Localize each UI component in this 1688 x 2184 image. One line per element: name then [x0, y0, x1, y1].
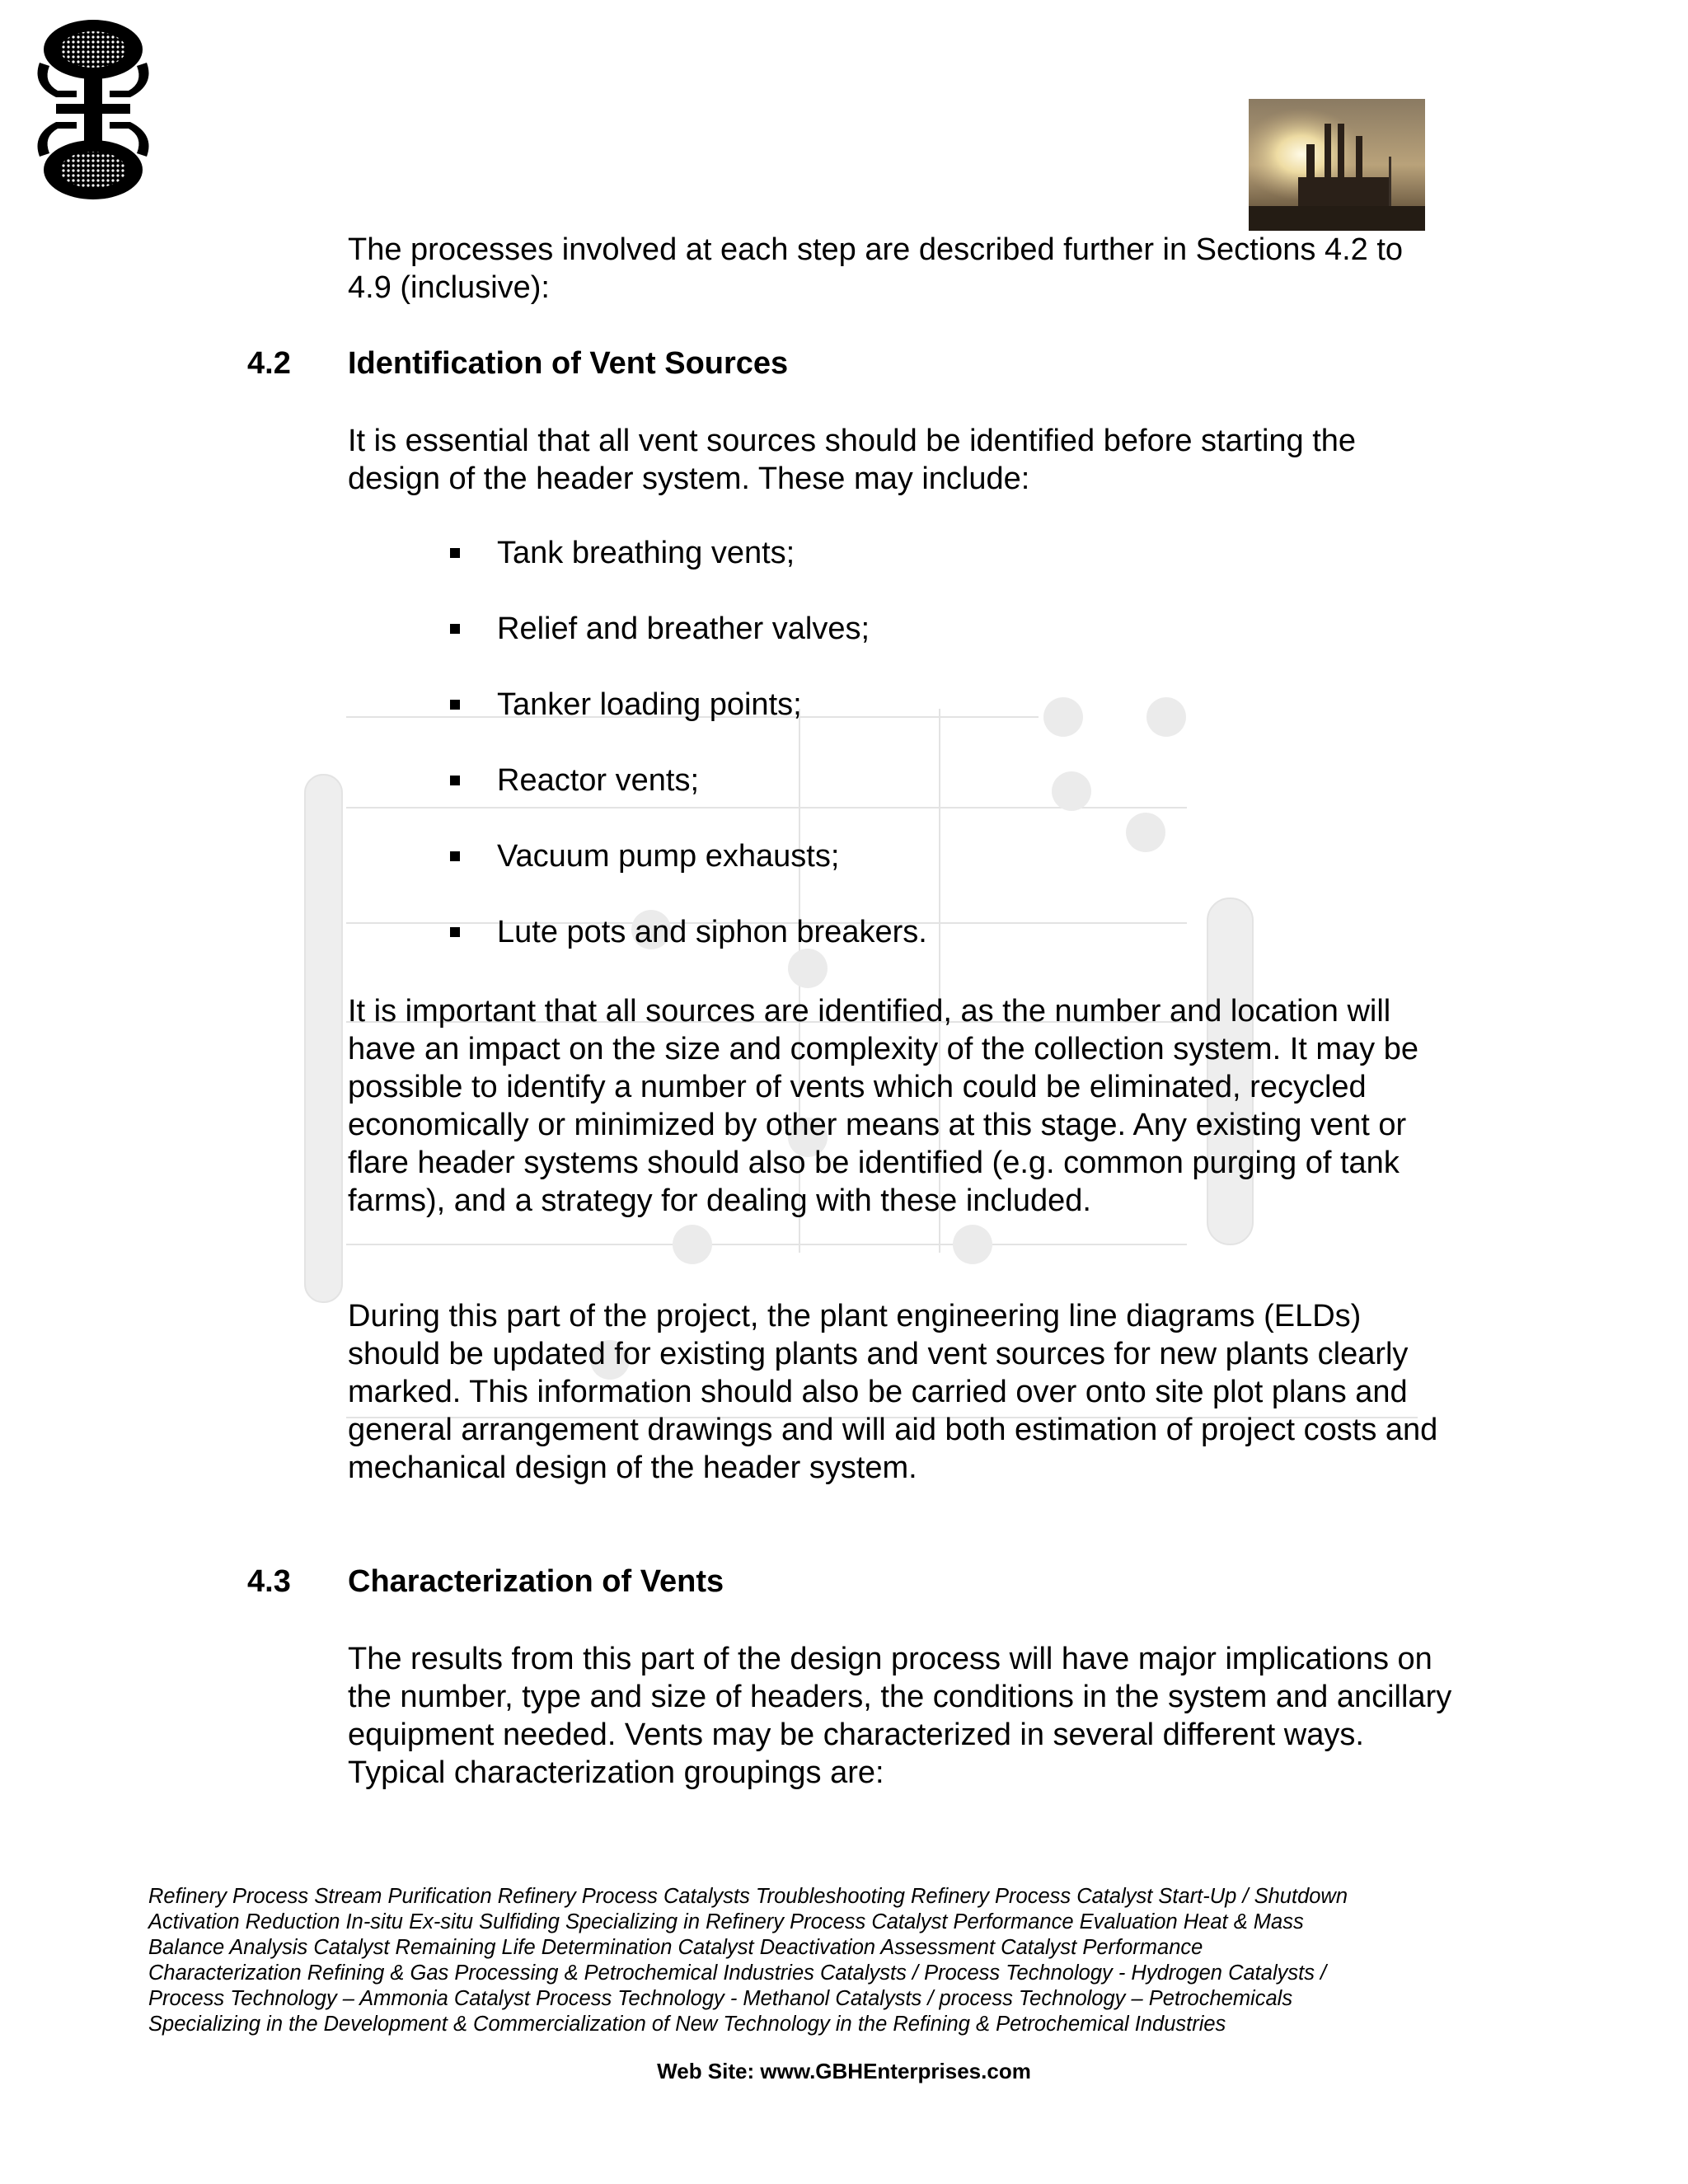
section-4-3-title: Characterization of Vents [348, 1564, 724, 1599]
refinery-photo [1249, 99, 1425, 231]
footer-line: Specializing in the Development & Commercialization of New Technology in the Refining & Petrochemical Industries [148, 2013, 1226, 2036]
list-item: Tanker loading points; [497, 687, 802, 722]
bullet-icon [450, 927, 460, 937]
footer-line: Characterization Refining & Gas Processing & Petrochemical Industries Catalysts / Process Technology - Hydrogen Catalysts / [148, 1961, 1327, 1985]
section-4-3-paragraph-1: The results from this part of the design process will have major implications on the number, type and size of headers, the conditions in the system and ancillary equipment needed. Vents may be characterized in several different ways. Typical characterization groupings are: [348, 1642, 1452, 1790]
section-4-2-title: Identification of Vent Sources [348, 346, 789, 381]
refinery-photo-icon [1249, 99, 1425, 231]
section-4-2-paragraph-2: It is important that all sources are identified, as the number and location will have an impact on the size and complexity of the collection system. It may be possible to identify a number of vents which could be eliminated, recycled economically or minimized by other means at this stage. Any existing vent or flare header systems should also be identified (e.g. common purging of tank farms), and a strategy for dealing with these included. [348, 994, 1418, 1218]
bullet-icon [450, 700, 460, 710]
footer-line: Balance Analysis Catalyst Remaining Life Determination Catalyst Deactivation Assessment Catalyst Performance [148, 1936, 1203, 1959]
list-item: Relief and breather valves; [497, 612, 870, 646]
bullet-icon [450, 776, 460, 785]
section-4-3-number: 4.3 [247, 1564, 291, 1599]
footer-line: Process Technology – Ammonia Catalyst Process Technology - Methanol Catalysts / process Technology – Petrochemicals [148, 1987, 1293, 2010]
footer-line: Refinery Process Stream Purification Refinery Process Catalysts Troubleshooting Refinery Process Catalyst Start-Up / Shutdown [148, 1885, 1348, 1908]
section-4-2-number: 4.2 [247, 346, 291, 381]
bullet-icon [450, 548, 460, 558]
section-4-2-paragraph-1: It is essential that all vent sources should be identified before starting the design of the header system. These may include: [348, 424, 1357, 496]
company-logo [31, 15, 155, 204]
footer-services-text [148, 1884, 1434, 2037]
list-item: Lute pots and siphon breakers. [497, 915, 927, 949]
list-item: Tank breathing vents; [497, 536, 795, 570]
list-item: Vacuum pump exhausts; [497, 839, 840, 874]
section-4-2-paragraph-3: During this part of the project, the plant engineering line diagrams (ELDs) should be updated for existing plants and vent sources for new plants clearly marked. This information should also be carried over onto site plot plans and general arrangement drawings and will aid both estimation of project costs and mechanical design of the header system. [348, 1299, 1438, 1485]
list-item: Reactor vents; [497, 763, 699, 798]
footer-line: Activation Reduction In-situ Ex-situ Sulfiding Specializing in Refinery Process Catalyst Performance Evaluation Heat & Mass [148, 1910, 1304, 1933]
bullet-icon [450, 851, 460, 861]
bullet-icon [450, 624, 460, 634]
company-logo-icon [31, 15, 155, 204]
intro-paragraph: The processes involved at each step are described further in Sections 4.2 to 4.9 (inclusive): [348, 232, 1404, 305]
website-link[interactable]: Web Site: www.GBHEnterprises.com [657, 2059, 1031, 2083]
